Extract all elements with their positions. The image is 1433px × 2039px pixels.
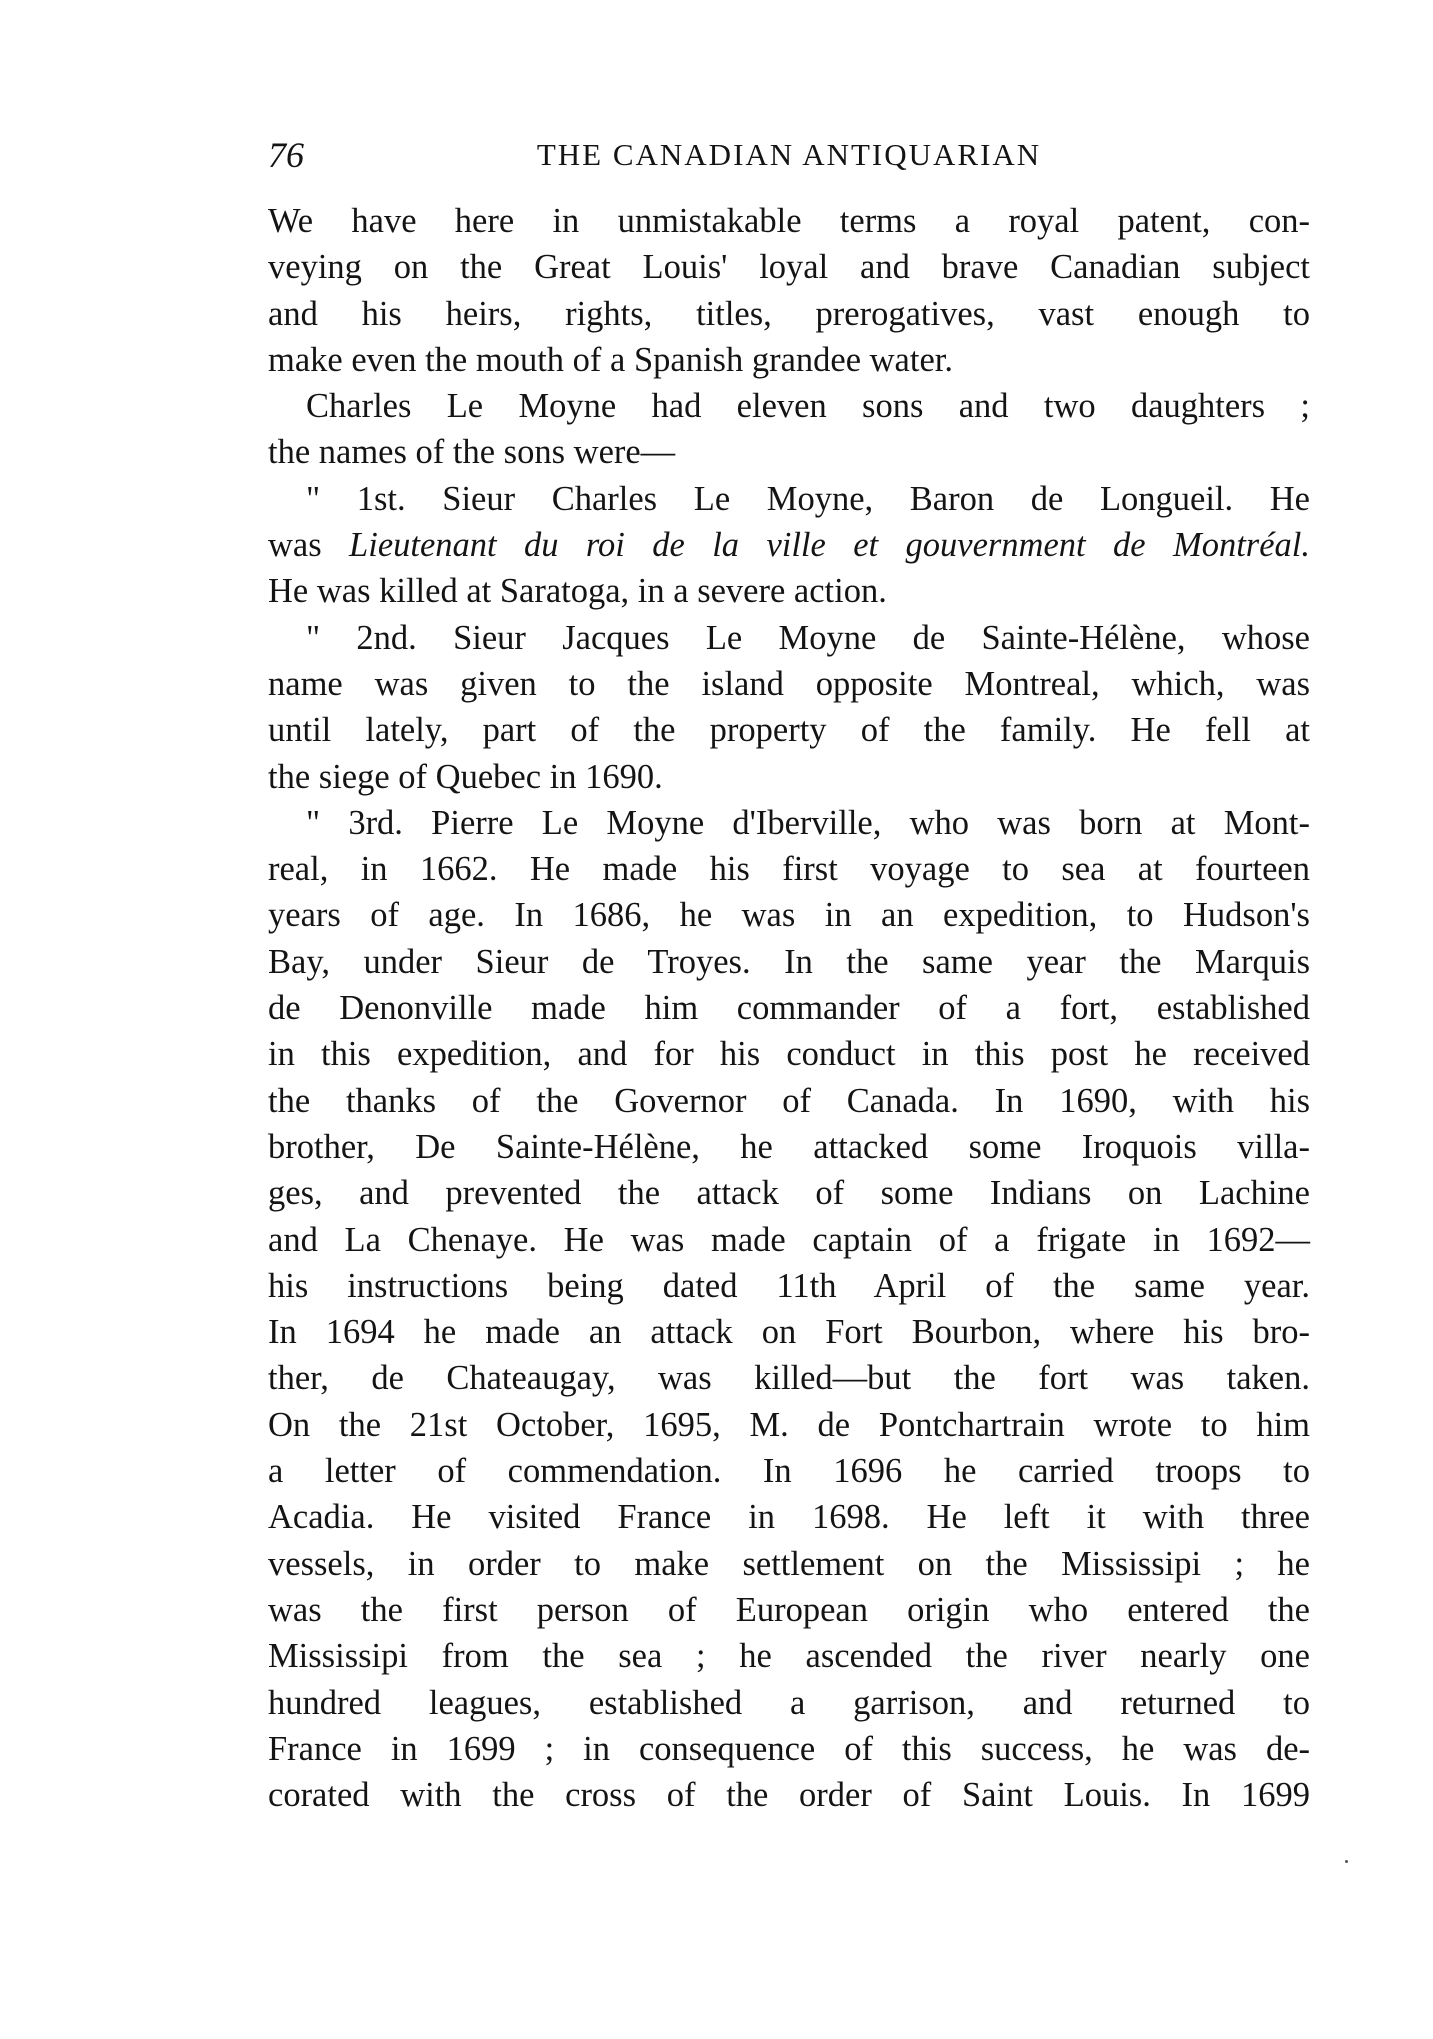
text-line: " 3rd. Pierre Le Moyne d'Iberville, who was born at Mont- (306, 803, 1310, 842)
text-line: his instructions being dated 11th April of the same year. (268, 1266, 1310, 1305)
text-line: until lately, part of the property of the family. He fell at (268, 711, 1310, 750)
text-line (268, 522, 1310, 568)
text-line: and La Chenaye. He was made captain of a frigate in 1692— (268, 1220, 1310, 1259)
print-speck (1345, 1860, 1348, 1863)
running-title: THE CANADIAN ANTIQUARIAN (536, 137, 1042, 172)
text-line: the thanks of the Governor of Canada. In 1690, with his (268, 1081, 1310, 1120)
text-line: We have here in unmistakable terms a royal patent, con- (268, 202, 1310, 240)
text-line: Charles Le Moyne had eleven sons and two daughters ; (306, 387, 1310, 426)
text-line: Acadia. He visited France in 1698. He left it with three (268, 1498, 1310, 1537)
text-line: " 2nd. Sieur Jacques Le Moyne de Sainte-Hélène, whose (306, 618, 1310, 657)
text-line: ges, and prevented the attack of some Indians on Lachine (268, 1174, 1310, 1213)
text-line: On the 21st October, 1695, M. de Pontchartrain wrote to him (268, 1405, 1310, 1444)
page-header (268, 130, 1310, 180)
text-line: brother, De Sainte-Hélène, he attacked some Iroquois villa- (268, 1127, 1310, 1166)
page-number: 76 (268, 135, 304, 175)
text-line: vessels, in order to make settlement on the Mississipi ; he (268, 1544, 1310, 1583)
text-line: veying on the Great Louis' loyal and brave Canadian subject (268, 248, 1310, 287)
body-text (268, 198, 1310, 1818)
text-segment: was (268, 526, 350, 565)
text-line: France in 1699 ; in consequence of this success, he was de- (268, 1729, 1310, 1768)
text-line: " 1st. Sieur Charles Le Moyne, Baron de Longueil. He (306, 479, 1310, 518)
text-line: name was given to the island opposite Montreal, which, was (268, 664, 1310, 703)
text-line: was the first person of European origin who entered the (268, 1590, 1310, 1629)
text-line: in this expedition, and for his conduct in this post he received (268, 1035, 1310, 1074)
text-line: In 1694 he made an attack on Fort Bourbon, where his bro- (268, 1313, 1310, 1352)
text-line: Bay, under Sieur de Troyes. In the same year the Marquis (268, 942, 1310, 981)
text-line: corated with the cross of the order of Saint Louis. In 1699 (268, 1776, 1310, 1815)
text-line: ther, de Chateaugay, was killed—but the fort was taken. (268, 1359, 1310, 1398)
text-line: He was killed at Saratoga, in a severe action. (268, 572, 887, 611)
text-line: a letter of commendation. In 1696 he carried troops to (268, 1452, 1310, 1491)
text-line: de Denonville made him commander of a fort, established (268, 989, 1310, 1028)
text-line: the siege of Quebec in 1690. (268, 757, 663, 796)
text-line: real, in 1662. He made his first voyage to sea at fourteen (268, 850, 1310, 889)
text-line: and his heirs, rights, titles, prerogatives, vast enough to (268, 294, 1310, 333)
text-line: make even the mouth of a Spanish grandee water. (268, 340, 953, 379)
italic-title: Lieutenant du roi de la ville et gouvernment de Montréal. (349, 526, 1310, 565)
text-line: Mississipi from the sea ; he ascended the river nearly one (268, 1637, 1310, 1676)
text-line: the names of the sons were— (268, 433, 676, 472)
text-line: hundred leagues, established a garrison, and returned to (268, 1683, 1310, 1722)
text-line: years of age. In 1686, he was in an expedition, to Hudson's (268, 896, 1310, 935)
